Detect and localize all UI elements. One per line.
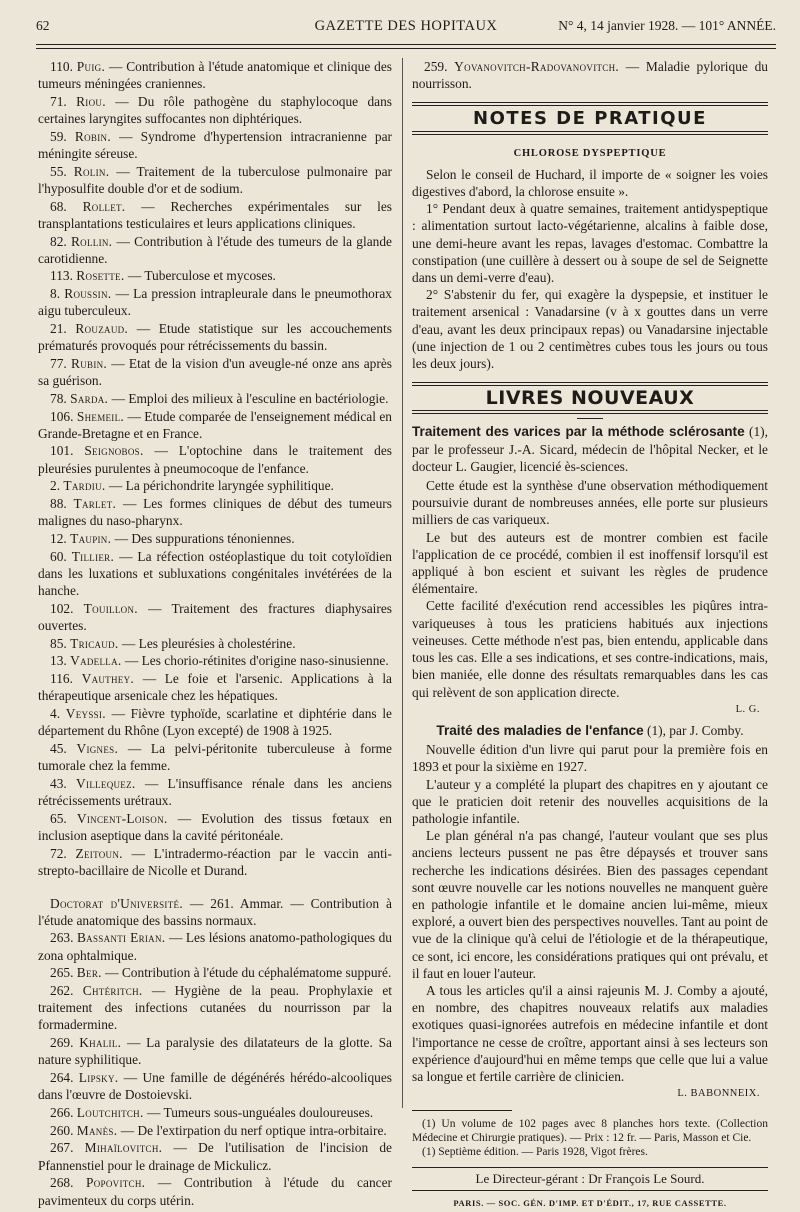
list-item (38, 442, 392, 476)
page-number: 62 (36, 18, 50, 33)
entry-title: — Contribution à l'étude du céphalématome suppuré. (105, 965, 392, 981)
printer-line: PARIS. — SOC. GÉN. D'IMP. ET D'ÉDIT., 17, RUE CASSETTE. (453, 1197, 727, 1208)
entry-number: 2. (50, 478, 61, 494)
entry-number: 264. (50, 1070, 74, 1086)
entry-title: — Traitement de la tuberculose pulmonaire par l'hyposulfite double d'or et de sodium. (38, 163, 392, 196)
entry-title: — La pression intrapleurale dans le pneumothorax aigu tuberculeux. (38, 286, 392, 319)
entry-title: — Tuberculose et mycoses. (127, 268, 276, 284)
list-item (38, 670, 392, 704)
entry-author: Taupin. (70, 530, 112, 546)
entry-author: Tardiu. (63, 478, 106, 494)
entry-title: — Des suppurations ténoniennes. (114, 530, 295, 546)
entry-number: 265. (50, 965, 74, 981)
entry-title: — Le foie et l'arsenic. Applications à la thérapeutique arsenicale chez les hépatiques. (38, 671, 393, 704)
entry-number: 116. (50, 671, 73, 687)
entry-number: 45. (50, 740, 67, 756)
entry-title: — Tumeurs sous-unguéales douloureuses. (146, 1104, 374, 1120)
entry-author: Popovitch. (86, 1175, 146, 1191)
column-divider (402, 58, 403, 1108)
entry-author: Vincent-Loison. (76, 810, 168, 826)
entry-author: Rouzaud. (75, 321, 129, 337)
entry-number: 59. (50, 128, 67, 144)
list-item (38, 530, 392, 547)
review-paragraph: Cette étude est la synthèse d'une observation méthodiquement poursuivie durant de nombreuses années, elle porte sur plusieurs milliers de cas variqueux. (412, 478, 768, 528)
entry-number: 267. (50, 1140, 74, 1156)
entry-title: — Recherches expérimentales sur les transplantations testiculaires et leurs applications cliniques. (38, 198, 392, 231)
gerant-line: Le Directeur-gérant : Dr François Le Sourd. (475, 1171, 705, 1187)
review-paragraph: L'auteur y a complété la plupart des chapitres en y ajoutant ce que le praticien doit retenir des nouvelles acquisitions de la pathologie infantile. (412, 776, 768, 826)
list-item (38, 355, 392, 389)
entry-title: — L'optochine dans le traitement des pleurésies purulentes à pneumocoque de l'enfance. (38, 443, 392, 476)
entry-author: Vauthey. (81, 671, 135, 687)
entry-number: 85. (50, 635, 67, 651)
review-paragraph: Cette facilité d'exécution rend accessibles les piqûres intra-variqueuses à tous les praticiens habitués aux injections veineuses. Cette méthode n'est pas, bien entendu, applicable dans tous les cas. Elle a ses indications, et ses contre-indications, mais, bien maniée, elle donne des résultats remarquables dans les cas qui relèvent de son application directe. (412, 598, 768, 700)
book-review-heading (412, 423, 768, 475)
list-item (38, 600, 392, 634)
entry-author: Manès. (76, 1122, 118, 1138)
entry-title: — Les chorio-rétinites d'origine naso-sinusienne. (124, 653, 389, 669)
journal-title: GAZETTE DES HOPITAUX (314, 18, 498, 34)
notes-subheading: CHLOROSE DYSPEPTIQUE (513, 147, 667, 159)
entry-number: 4. (50, 706, 61, 722)
entry-title: — Une famille de dégénérés hérédo-alcooliques dans l'œuvre de Dostoievski. (38, 1070, 392, 1103)
entry-number: 82. (50, 233, 67, 249)
list-item (38, 390, 392, 407)
entry-number: 65. (50, 810, 67, 826)
entry-title: — Etude statistique sur les accouchements prématurés provoqués pour rétrécissements du bassin. (38, 321, 392, 354)
review-paragraph: Nouvelle édition d'un livre qui parut pour la première fois en 1893 et pour la sixième en 1927. (412, 742, 768, 775)
entry-number: 101. (50, 443, 74, 459)
entry-number: 260. (50, 1122, 74, 1138)
entry-title: — De l'extirpation du nerf optique intra-orbitaire. (120, 1122, 387, 1138)
dash-rule (577, 418, 603, 419)
list-item (38, 548, 392, 600)
entry-title: — L'intradermo-réaction par le vaccin anti-strepto-bacillaire de Nicolle et Durand. (38, 845, 392, 878)
notes-paragraph: 1° Pendant deux à quatre semaines, traitement antidyspeptique : alimentation surtout lacto-végétarienne, alcalins à faible dose, une demi-heure avant les repas, lavages d'estomac. Combattre la constipation (une cuillère à dessert ou à soupe de sel de Seignette dans un demi-verre d'eau). (412, 201, 768, 286)
livres-heading: LIVRES NOUVEAUX (485, 387, 695, 410)
entry-author: Tillier. (71, 548, 115, 564)
entry-title: — Maladie pylorique du nourrisson. (412, 59, 768, 92)
entry-title: — Evolution des tissus fœtaux en inclusion aseptique dans la cavité péritonéale. (38, 810, 392, 843)
header-rule-2 (36, 48, 776, 49)
entry-number: 8. (50, 286, 61, 302)
entry-author: Bassanti Erian. (76, 930, 166, 946)
entry-title: — Emploi des milieux à l'esculine en bactériologie. (111, 390, 389, 406)
entry-number: 12. (50, 530, 67, 546)
entry-number: 13. (50, 653, 67, 669)
list-item (38, 233, 392, 267)
entry-title: — Etude comparée de l'enseignement médical en Grande-Bretagne et en France. (38, 408, 392, 441)
entry-number: 78. (50, 390, 67, 406)
list-item (38, 408, 392, 442)
book-title: Traitement des varices par la méthode sclérosante (412, 424, 745, 440)
entry-number: 266. (50, 1104, 74, 1120)
entry-title: — Les lésions anatomo-pathologiques du zona ophtalmique. (38, 930, 392, 963)
entry-number: 71. (50, 93, 67, 109)
list-item (38, 93, 392, 127)
list-item (38, 1069, 392, 1103)
entry-title: — Hygiène de la peau. Prophylaxie et traitement des infections cutanées du nourrisson par la formadermine. (38, 983, 392, 1033)
entry-author: Seignobos. (84, 443, 144, 459)
entry-number: 110. (50, 59, 73, 74)
entry-author: Robin. (74, 128, 111, 144)
running-header (36, 14, 776, 38)
entry-author: Rollet. (82, 198, 126, 214)
list-item (38, 128, 392, 162)
entry-title: — La pelvi-péritonite tuberculeuse à forme tumorale chez la femme. (38, 740, 392, 774)
entry-number: 106. (50, 408, 74, 424)
entry-title: — Contribution à l'étude des tumeurs de la glande carotidienne. (38, 233, 392, 266)
list-item (38, 810, 392, 844)
entry-title: — Contribution à l'étude du cancer pavimenteux du corps utérin. (38, 1175, 392, 1208)
continued-entry (412, 58, 768, 92)
entry-number: 21. (50, 321, 67, 337)
notes-paragraph: Selon le conseil de Huchard, il importe de « soigner les voies digestives d'abord, la chlorose ensuite ». (412, 166, 768, 200)
doctorat-label: Doctorat d'Université. (50, 895, 183, 911)
review-paragraph: A tous les articles qu'il a ainsi rajeunis M. J. Comby a ajouté, en nombre, des chapitres nouveaux relatifs aux maladies exotiques quasi-ignorées autrefois en médecine infantile et dont l'importance ne cesse de croître, apportant ainsi à ses lecteurs son expérience d'aujourd'hui en même temps que celle que lui a value sa longue et fertile carrière de clinicien. (412, 982, 768, 1084)
list-item (38, 285, 392, 319)
livres-heading-box (412, 382, 768, 414)
entry-author: Roussin. (64, 286, 112, 302)
list-item (38, 58, 392, 92)
review-signature: L. G. (735, 703, 760, 715)
list-item (38, 1174, 392, 1208)
list-item (38, 929, 392, 963)
entry-title: — De l'utilisation de l'incision de Pfannenstiel pour le drainage de Mickulicz. (38, 1140, 392, 1173)
book-authors: (1), par J. Comby. (647, 722, 744, 738)
list-item (38, 198, 392, 232)
entry-number: 263. (50, 930, 74, 946)
list-item (38, 635, 392, 652)
list-item (38, 845, 392, 879)
doctorat-first-entry: — 261. Ammar. — Contribution à l'étude anatomique des bassins normaux. (38, 895, 392, 928)
list-item (38, 1139, 392, 1173)
entry-author: Vadella. (70, 653, 122, 669)
entry-number: 113. (50, 268, 73, 284)
entry-author: Chtéritch. (82, 983, 143, 999)
list-item (38, 705, 392, 739)
entry-number: 60. (50, 548, 67, 564)
notes-heading: NOTES DE PRATIQUE (473, 108, 707, 130)
entry-author: Zeitoun. (75, 845, 123, 861)
review-paragraph: Le but des auteurs est de montrer combien est facile l'application de ce procédé, combien il est inoffensif lorsqu'il est appliqué à bon escient et suivant les règles de prudence élémentaire. (412, 529, 768, 597)
issue-info: N° 4, 14 janvier 1928. — 101° ANNÉE. (558, 18, 776, 33)
entry-author: Puig. (76, 59, 106, 74)
gerant-box (412, 1167, 768, 1190)
book-title: Traité des maladies de l'enfance (436, 722, 644, 738)
entry-number: 68. (50, 198, 67, 214)
entry-number: 88. (50, 496, 67, 512)
entry-author: Tarlet. (73, 496, 117, 512)
entry-author: Rosette. (76, 268, 125, 284)
doctorat-heading-entry (38, 895, 392, 929)
list-item (38, 495, 392, 529)
review-paragraph: Le plan général n'a pas changé, l'auteur voulant que ses plus anciens lecteurs pussent ne pas être dépaysés et trouver sans recherche les indications désirées. Bien des passages cependant sont œuvre nouvelle car les notions nouvelles ne manquent guère en pathologie infantile et le domaine ancien lui-même, mieux exploré, a ouvert bien des perspectives nouvelles. Tant au point de vue de la clinique qu'à celui de l'étiologie et de la thérapeutique, ce sont, ici encore, les considérations pratiques qui ont prévalu, et il faut en louer l'auteur. (412, 828, 768, 981)
review-signature: L. BABONNEIX. (677, 1088, 760, 1100)
list-item (38, 740, 392, 774)
entry-number: 77. (50, 355, 67, 371)
entry-author: Khalil. (79, 1035, 122, 1051)
book-review-heading (412, 722, 768, 739)
entry-author: Rubin. (70, 355, 108, 371)
list-item (38, 775, 392, 809)
left-column (38, 58, 393, 1208)
entry-author: Riou. (76, 93, 106, 109)
list-item (38, 1122, 392, 1139)
footnote-rule (412, 1110, 512, 1111)
entry-title: — Etat de la vision d'un aveugle-né onze ans après sa guérison. (38, 355, 392, 389)
entry-author: Touillon. (83, 600, 138, 616)
thesis-list (38, 58, 392, 879)
entry-title: — Les pleurésies à cholestérine. (121, 635, 296, 651)
entry-number: 55. (50, 163, 67, 179)
entry-title: — Syndrome d'hypertension intracranienne par méningite séreuse. (38, 128, 393, 162)
entry-title: — Du rôle pathogène du staphylocoque dans certaines laryngites suffocantes non diphtériques. (38, 93, 392, 127)
entry-author: Tricaud. (70, 635, 119, 651)
entry-author: Ber. (76, 965, 102, 981)
entry-author: Rollin. (70, 233, 113, 249)
entry-author: Loutchitch. (76, 1104, 144, 1120)
entry-title: — La paralysie des dilatateurs de la glotte. Sa nature syphilitique. (38, 1035, 392, 1068)
footnote: (1) Septième édition. — Paris 1928, Vigot frères. (422, 1146, 648, 1159)
entry-author: Shemeil. (76, 408, 125, 424)
footnote: (1) Un volume de 102 pages avec 8 planches hors texte. (Collection Médecine et Chirurgie pratiques). — Prix : 12 fr. — Paris, Masson et Cie. (412, 1118, 768, 1145)
right-column (412, 58, 768, 1208)
list-item (38, 163, 392, 197)
entry-author: Villequez. (76, 775, 136, 791)
entry-author: Vignes. (76, 740, 119, 756)
list-item (38, 1104, 392, 1121)
entry-author: Lipsky. (78, 1070, 119, 1086)
entry-number: 269. (50, 1035, 74, 1051)
entry-author: Veyssi. (65, 706, 106, 722)
notes-heading-box (412, 102, 768, 134)
entry-title: — Traitement des fractures diaphysaires ouvertes. (38, 600, 392, 633)
entry-title: — Contribution à l'étude anatomique et clinique des tumeurs méningées craniennes. (38, 59, 392, 92)
entry-title: — Fièvre typhoïde, scarlatine et diphtérie dans le département du Rhône (Lyon excepté) de 1908 à 1925. (38, 706, 392, 739)
entry-number: 102. (50, 600, 74, 616)
doctorat-list (38, 929, 392, 1208)
list-item (38, 477, 392, 494)
book-authors: (1), par le professeur J.-A. Sicard, médecin de l'hôpital Necker, et le docteur L. Gaugier, licencié ès-sciences. (412, 424, 768, 474)
list-item (38, 267, 392, 284)
spacer (38, 880, 392, 895)
entry-author: Mihaïlovitch. (84, 1140, 163, 1156)
entry-author: Rolin. (73, 163, 110, 179)
list-item (38, 982, 392, 1034)
entry-number: 259. (424, 59, 448, 74)
entry-title: — La réfection ostéoplastique du toit cotyloïdien dans les luxations et subluxations congénitales invétérées de la hanche. (38, 548, 392, 599)
list-item (38, 964, 392, 981)
entry-title: — L'insuffisance rénale dans les anciens rétrécissements urétraux. (38, 775, 392, 809)
entry-number: 43. (50, 775, 67, 791)
entry-author: Yovanovitch-Radovanovitch. (454, 59, 620, 74)
entry-title: — La périchondrite laryngée syphilitique. (108, 478, 334, 494)
entry-author: Sarda. (70, 390, 109, 406)
entry-title: — Les formes cliniques de début des tumeurs malignes du naso-pharynx. (38, 496, 392, 529)
list-item (38, 652, 392, 669)
entry-number: 268. (50, 1175, 74, 1191)
entry-number: 72. (50, 845, 67, 861)
list-item (38, 1034, 392, 1068)
entry-number: 262. (50, 983, 74, 999)
notes-paragraph: 2° S'abstenir du fer, qui exagère la dyspepsie, et instituer le traitement arsenical : Vanadarsine (v à x gouttes dans un verre d'eau, avant les deux principaux repas) ou Vanadarsine injectable (une injection de 1 ou 2 centimètres cubes tous les jours ou tous les deux jours). (412, 287, 768, 372)
list-item (38, 320, 392, 354)
header-rule (36, 44, 776, 45)
